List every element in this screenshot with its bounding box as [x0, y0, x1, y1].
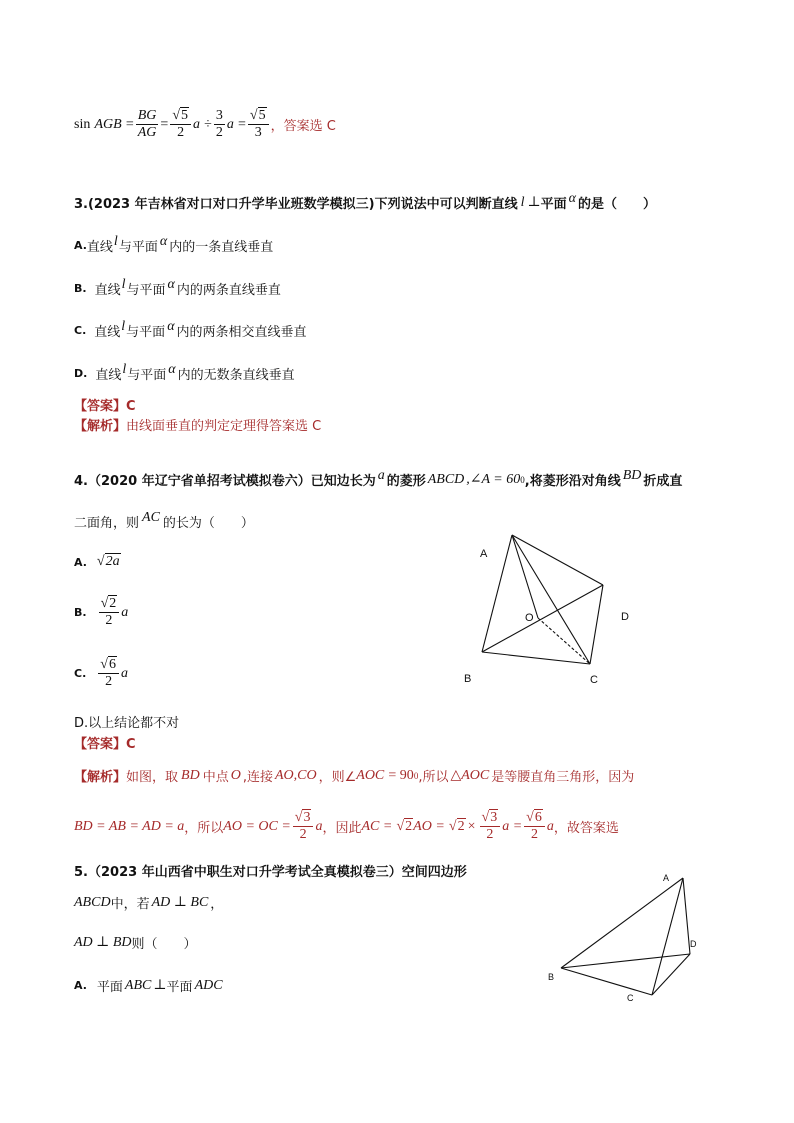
- div-sign: ÷: [204, 116, 212, 132]
- sin-formula-line: sin AGB = $\frac{BG}{AG}$ = $\frac{√5}{2}$ a ÷ $\frac{3}{2}$ a = $\frac{√5}{3}$ ，答案选 C: [74, 108, 336, 140]
- edge-bc: [482, 652, 590, 664]
- edge-bc: [561, 968, 652, 995]
- label-b: B: [464, 673, 472, 685]
- three-over-2: $\frac{3}{2}$: [215, 108, 223, 140]
- label-a: A: [480, 548, 488, 560]
- edge-ac: [652, 878, 683, 995]
- q4-option-a: A. √2a: [74, 554, 120, 569]
- q3-stem: 3.(2023 年吉林省对口对口升学毕业班数学模拟三)下列说法中可以判断直线 l ⊥ 平面 α 的是（ ）: [74, 190, 657, 212]
- label-d: D: [690, 939, 697, 949]
- bg-over-ag: $\frac{BG}{AG}$: [137, 108, 157, 140]
- sqrt5-over-3: $\frac{√5}{3}$: [248, 108, 269, 141]
- q4-analysis-line1: 【解析】 如图，取 BD 中点 O ,连接 AO,CO ，则∠ AOC = 90 0 ,所以 △AOC 是等腰直角三角形，因为: [74, 767, 635, 785]
- q4-answer: 【答案】C: [74, 737, 136, 752]
- edge-bd: [561, 954, 690, 968]
- edge-ad: [683, 878, 690, 954]
- q4-rhombus-diagram: [440, 530, 660, 700]
- q4-option-c: C. $\frac{√6}{2}$ a: [74, 657, 128, 689]
- segment-oc: [538, 618, 590, 664]
- agb-text: AGB: [94, 116, 122, 132]
- q3-option-b: B. 直线 l 与平面 α 内的两条直线垂直: [74, 276, 281, 298]
- q5-stem: 5.（2023 年山西省中职生对口升学考试全真模拟卷三）空间四边形: [74, 865, 467, 880]
- q3-analysis: 【解析】由线面垂直的判定定理得答案选 C: [74, 419, 322, 434]
- label-a: A: [663, 873, 670, 883]
- q3-option-c: C. 直线 l 与平面 α 内的两条相交直线垂直: [74, 318, 307, 340]
- q4-stem: 4.（2020 年辽宁省单招考试模拟卷六）已知边长为 a 的菱形 ABCD ,∠A = 60 0 ,将菱形沿对角线 BD 折成直: [74, 467, 683, 489]
- q4-option-b: B. $\frac{√2}{2}$ a: [74, 596, 129, 628]
- label-d: D: [621, 611, 629, 623]
- sqrt5-over-2: $\frac{√5}{2}$: [170, 108, 191, 141]
- label-o: O: [525, 612, 534, 624]
- label-c: C: [627, 993, 634, 1003]
- q5-stem-line3: AD ⊥ BD 则（ ）: [74, 935, 197, 952]
- q4-option-d: D.以上结论都不对: [74, 716, 180, 731]
- eq-sign: =: [125, 116, 134, 132]
- q5-option-a: A. 平面 ABC ⊥ 平面 ADC: [74, 977, 223, 995]
- q3-answer: 【答案】C: [74, 399, 136, 414]
- label-b: B: [548, 972, 555, 982]
- answer-note: ，答案选 C: [270, 119, 336, 134]
- q5-tetrahedron-diagram: [540, 868, 720, 1008]
- q4-stem-line2: 二面角，则 AC 的长为（ ）: [74, 509, 254, 531]
- edge-dc: [590, 585, 603, 664]
- q5-stem-line2: ABCD 中，若 AD ⊥ BC ，: [74, 894, 224, 912]
- edge-ac: [512, 535, 590, 664]
- q3-option-a: A. 直线 l 与平面 α 内的一条直线垂直: [74, 233, 274, 255]
- edge-bd: [482, 585, 603, 652]
- q3-option-d: D. 直线 l 与平面 α 内的无数条直线垂直: [74, 361, 295, 383]
- label-c: C: [590, 674, 598, 686]
- q4-analysis-line2: BD = AB = AD = a ，所以 AO = OC = $\frac{√3}{2}$ a ，因此 AC = √2 AO = √2 × $\frac{√3}{2}$ a = $\frac{√6}{2}$ a ，故答案选: [74, 810, 619, 842]
- edge-ab: [561, 878, 683, 968]
- sin-text: sin: [74, 116, 91, 132]
